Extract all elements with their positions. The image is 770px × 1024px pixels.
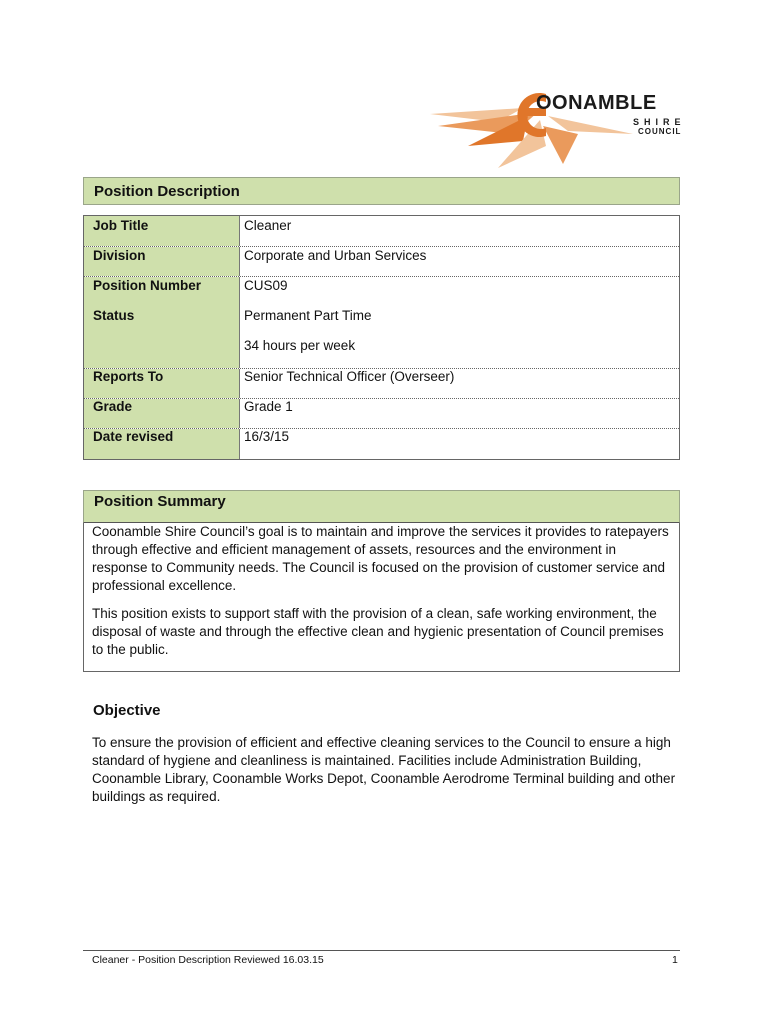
row-value: Permanent Part Time (244, 308, 372, 323)
table-row (84, 247, 679, 276)
footer-text: Cleaner - Position Description Reviewed 16.03.15 (92, 954, 324, 966)
objective-heading: Objective (93, 702, 161, 719)
summary-paragraph: This position exists to support staff with the provision of a clean, safe working environment, the disposal of waste and through the effective clean and hygienic presentation of Council premises to the public. (92, 606, 664, 657)
page-number: 1 (672, 954, 678, 966)
row-value: 34 hours per week (244, 338, 356, 353)
position-details-table (83, 215, 680, 460)
row-value: Senior Technical Officer (Overseer) (244, 369, 455, 384)
row-value: Corporate and Urban Services (244, 248, 427, 263)
table-row (84, 429, 679, 459)
logo-shire: SHIRE (633, 117, 686, 127)
row-label: Grade (93, 399, 133, 414)
row-label: Status (93, 308, 135, 323)
footer-divider (83, 950, 680, 951)
row-label: Job Title (93, 218, 149, 233)
summary-paragraph: Coonamble Shire Council’s goal is to maintain and improve the services it provides to ratepayers through effective and efficient management of assets, resources and the environment in response to Community needs. The Council is focused on the provision of customer service and professional excellence. (92, 524, 669, 593)
table-row (84, 369, 679, 398)
row-label: Position Number (93, 278, 202, 293)
logo-council: COUNCIL (638, 127, 682, 136)
row-label: Date revised (93, 429, 174, 444)
row-value: Cleaner (244, 218, 292, 233)
logo-wordmark: OONAMBLE (536, 92, 657, 114)
position-summary-heading: Position Summary (83, 490, 680, 523)
row-label: Division (93, 248, 146, 263)
objective-text: To ensure the provision of efficient and effective cleaning services to the Council to ensure a high standard of hygiene and cleanliness is maintained. Facilities include Administration Building, Coonamble Library, Coonamble Works Depot, Coonamble Aerodrome Terminal building and other buildings as required. (92, 735, 676, 804)
table-row (84, 216, 679, 246)
row-value: Grade 1 (244, 399, 293, 414)
row-value: 16/3/15 (244, 429, 290, 444)
row-value: CUS09 (244, 278, 288, 293)
council-logo (428, 86, 688, 176)
table-row (84, 399, 679, 428)
position-description-heading: Position Description (83, 177, 680, 205)
table-row (84, 277, 679, 368)
row-label: Reports To (93, 369, 164, 384)
